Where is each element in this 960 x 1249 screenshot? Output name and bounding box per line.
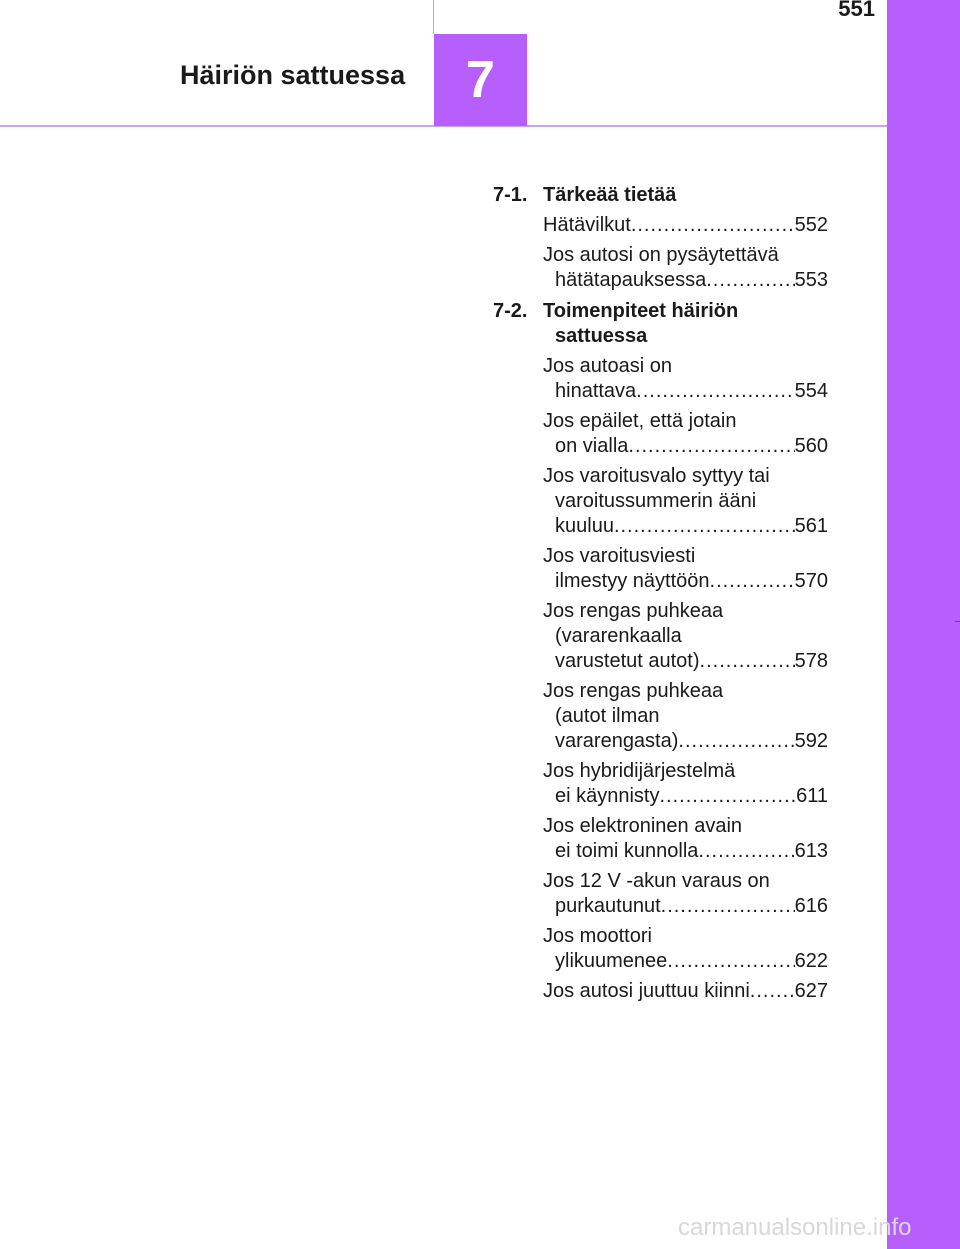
entry-last-line (543, 379, 828, 404)
toc-entry[interactable] (543, 599, 828, 674)
entry-last-line (543, 949, 828, 974)
table-of-contents (493, 183, 828, 1010)
entry-text-line: purkautunut (555, 895, 661, 917)
entry-text-line: Jos varoitusvalo syttyy tai (543, 465, 770, 487)
entry-text-line: Jos autoasi on (543, 355, 672, 377)
dot-leader (698, 839, 794, 864)
toc-entry[interactable] (543, 409, 828, 459)
entry-text-line: Jos autosi on pysäytettävä (543, 244, 779, 266)
entry-text-line: vararengasta) (555, 730, 679, 752)
entry-text-line: Jos rengas puhkeaa (543, 600, 724, 622)
section-number: 7-1. (493, 184, 528, 206)
entry-text-line: ei käynnisty (555, 785, 660, 807)
entry-text-line: ylikuumenee (555, 950, 668, 972)
entry-page-number: 552 (794, 214, 828, 236)
dot-leader (614, 514, 795, 539)
entry-last-line (543, 729, 828, 754)
entry-text-line: Jos epäilet, että jotain (543, 410, 737, 432)
toc-section (493, 299, 828, 1004)
dot-leader (678, 729, 794, 754)
section-title-line: Toimenpiteet häiriön (543, 300, 739, 322)
entry-text-line: hätätapauksessa (555, 269, 707, 291)
entry-last-line (543, 213, 828, 238)
dot-leader (628, 434, 794, 459)
entry-page-number: 560 (794, 435, 828, 457)
watermark: carmanualsonline.info (678, 1214, 912, 1241)
entry-text-line: ilmestyy näyttöön (555, 570, 710, 592)
section-title-line: Tärkeää tietää (543, 184, 677, 206)
toc-entry[interactable] (543, 544, 828, 594)
entry-text-line: ei toimi kunnolla (555, 840, 699, 862)
entry-last-line (543, 839, 828, 864)
entry-last-line (543, 569, 828, 594)
section-heading (493, 299, 828, 349)
entry-last-line (543, 784, 828, 809)
entry-text-line: Jos hybridijärjestelmä (543, 760, 736, 782)
dot-leader (660, 784, 797, 809)
entry-text-line: Hätävilkut (543, 214, 631, 236)
entry-last-line (543, 268, 828, 293)
toc-entry[interactable] (543, 354, 828, 404)
chapter-number-box (434, 34, 527, 126)
entry-page-number: 622 (794, 950, 828, 972)
toc-section (493, 183, 828, 293)
entry-page-number: 613 (794, 840, 828, 862)
entry-text-line: Jos rengas puhkeaa (543, 680, 724, 702)
toc-entry[interactable] (543, 213, 828, 238)
entry-text-line: Jos varoitusviesti (543, 545, 696, 567)
dot-leader (631, 213, 795, 238)
dot-leader (636, 379, 794, 404)
toc-entry[interactable] (543, 814, 828, 864)
toc-entry[interactable] (543, 869, 828, 919)
entry-text-line: varustetut autot) (555, 650, 700, 672)
toc-entry[interactable] (543, 759, 828, 809)
entry-text-line: on vialla (555, 435, 629, 457)
entry-last-line (543, 979, 828, 1004)
entry-text-line: kuuluu (555, 515, 614, 537)
entry-text-line: Jos 12 V -akun varaus on (543, 870, 770, 892)
chapter-number: 7 (466, 51, 495, 109)
entry-page-number: 627 (794, 980, 828, 1002)
entry-page-number: 561 (794, 515, 828, 537)
dot-leader (661, 894, 795, 919)
dot-leader (700, 649, 795, 674)
entry-text-line: Jos elektroninen avain (543, 815, 743, 837)
toc-entry[interactable] (543, 243, 828, 293)
entry-page-number: 616 (794, 895, 828, 917)
dot-leader (710, 569, 795, 594)
entry-text-line: varoitussummerin ääni (555, 490, 757, 512)
dot-leader (706, 268, 794, 293)
entry-text-line: (autot ilman (555, 705, 660, 727)
entry-page-number: 554 (794, 380, 828, 402)
entry-page-number: 592 (794, 730, 828, 752)
entry-page-number: 570 (794, 570, 828, 592)
section-title-line: sattuessa (555, 325, 648, 347)
toc-entry[interactable] (543, 924, 828, 974)
section-heading (493, 183, 828, 208)
toc-entry[interactable] (543, 679, 828, 754)
chapter-title: Häiriön sattuessa (180, 60, 406, 90)
dot-leader (750, 979, 795, 1004)
entry-text-line: Jos autosi juuttuu kiinni (543, 980, 750, 1002)
header-divider (433, 0, 434, 34)
toc-entry[interactable] (543, 464, 828, 539)
entry-text-line: hinattava (555, 380, 637, 402)
entry-page-number: 611 (796, 785, 828, 807)
entry-last-line (543, 649, 828, 674)
entry-text-line: (vararenkaalla (555, 625, 682, 647)
entry-text-line: Jos moottori (543, 925, 652, 947)
toc-entry[interactable] (543, 979, 828, 1004)
section-number: 7-2. (493, 300, 528, 322)
edge-tick (955, 621, 960, 622)
chapter-side-tab (887, 0, 960, 1249)
entry-last-line (543, 434, 828, 459)
entry-last-line (543, 514, 828, 539)
page-number: 551 (838, 0, 875, 21)
dot-leader (667, 949, 794, 974)
entry-page-number: 553 (794, 269, 828, 291)
entry-last-line (543, 894, 828, 919)
entry-page-number: 578 (794, 650, 828, 672)
